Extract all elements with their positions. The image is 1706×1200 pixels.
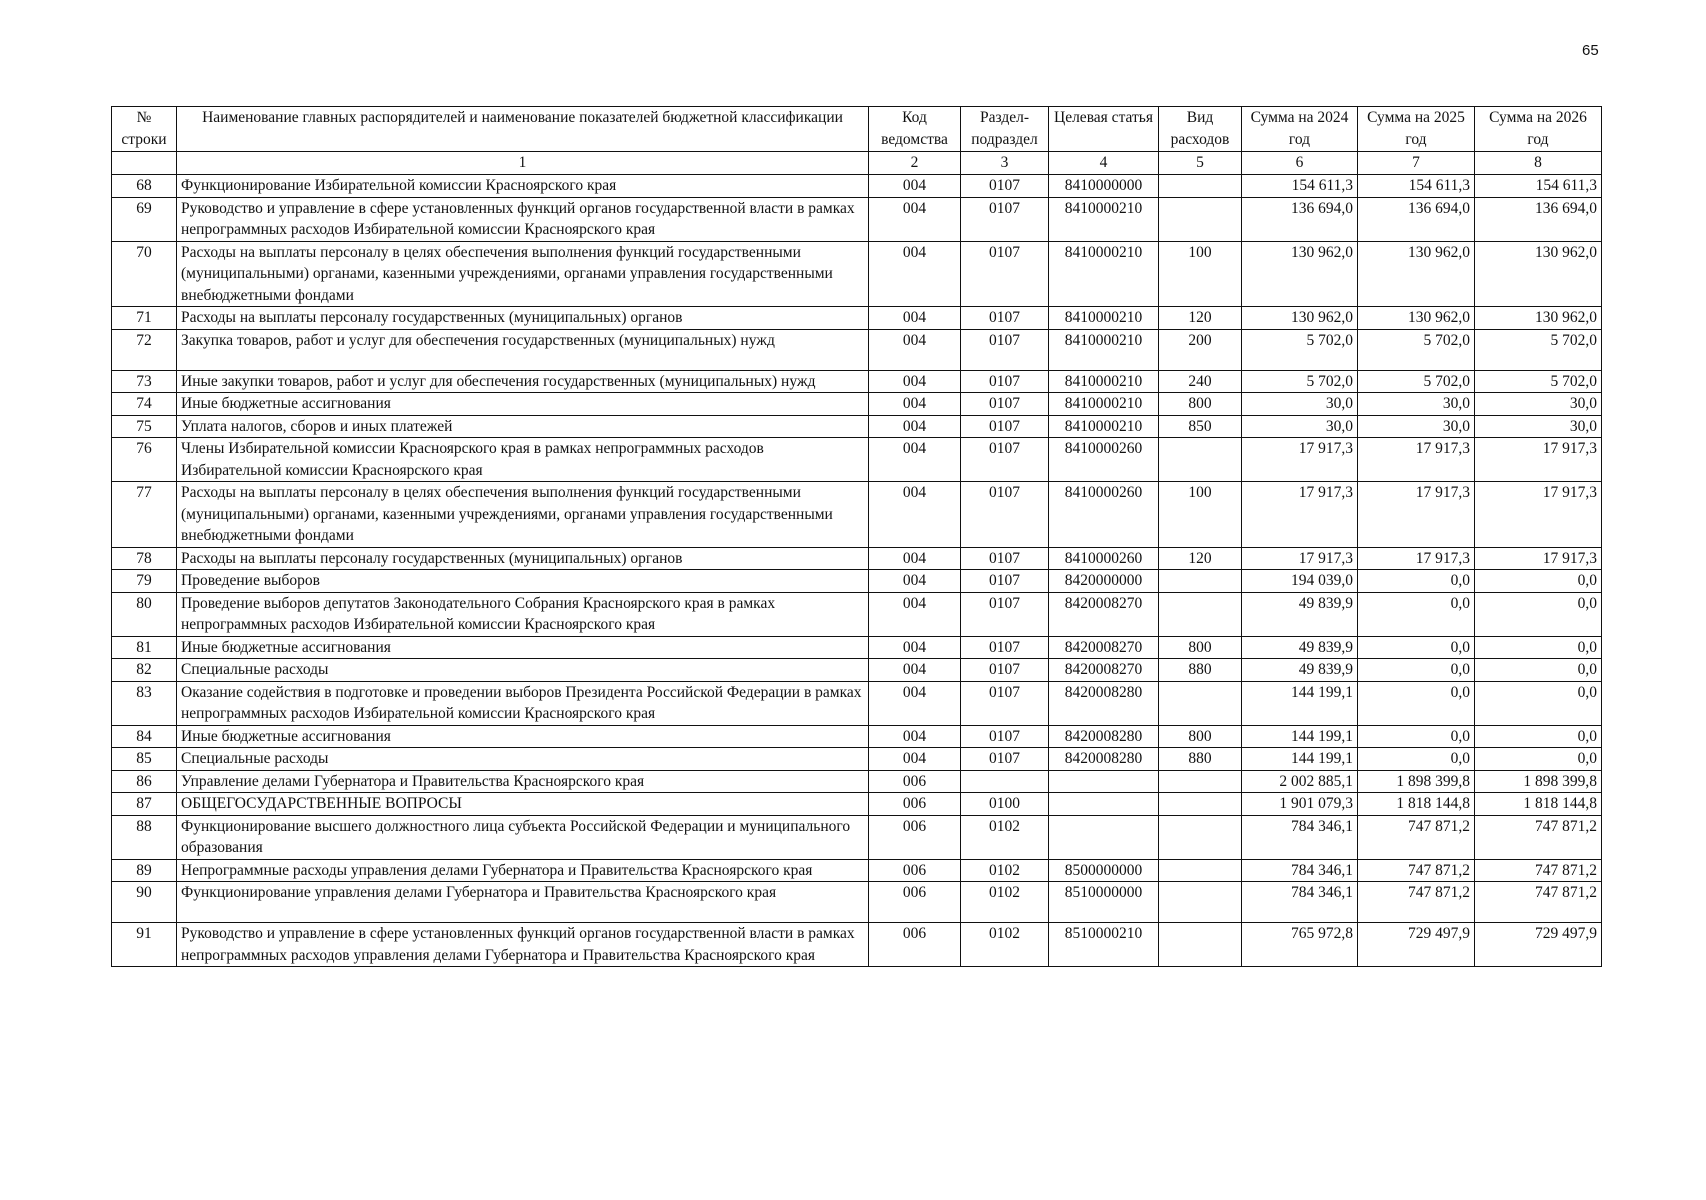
row-number: 83 [112, 681, 177, 725]
table-row [112, 241, 1602, 307]
row-name: Непрограммные расходы управления делами Губернатора и Правительства Красноярского края [177, 859, 869, 882]
row-sum-2025: 130 962,0 [1358, 241, 1475, 307]
row-sum-2024: 130 962,0 [1242, 307, 1358, 330]
row-name: Расходы на выплаты персоналу государственных (муниципальных) органов [177, 547, 869, 570]
row-sum-2026: 747 871,2 [1475, 859, 1602, 882]
row-sum-2024: 1 901 079,3 [1242, 793, 1358, 816]
row-number: 87 [112, 793, 177, 816]
column-index: 7 [1358, 152, 1475, 175]
row-sum-2024: 154 611,3 [1242, 175, 1358, 198]
row-sum-2025: 136 694,0 [1358, 197, 1475, 241]
table-row [112, 882, 1602, 923]
header-sum-2024: Сумма на 2024 год [1242, 107, 1358, 152]
row-expense-type: 880 [1159, 748, 1242, 771]
row-sum-2024: 49 839,9 [1242, 636, 1358, 659]
row-number: 85 [112, 748, 177, 771]
table-header-row [112, 107, 1602, 152]
row-expense-type: 120 [1159, 307, 1242, 330]
row-target-article [1049, 770, 1159, 793]
row-expense-type: 200 [1159, 329, 1242, 370]
row-target-article: 8410000210 [1049, 329, 1159, 370]
row-name: Проведение выборов [177, 570, 869, 593]
row-target-article: 8410000210 [1049, 393, 1159, 416]
row-sum-2026: 136 694,0 [1475, 197, 1602, 241]
row-name: Расходы на выплаты персоналу государственных (муниципальных) органов [177, 307, 869, 330]
row-section: 0102 [961, 859, 1049, 882]
budget-table [111, 106, 1602, 967]
row-sum-2025: 30,0 [1358, 415, 1475, 438]
row-section: 0107 [961, 175, 1049, 198]
table-row [112, 923, 1602, 967]
row-dept-code: 004 [869, 438, 961, 482]
header-section: Раздел-подраздел [961, 107, 1049, 152]
row-section: 0107 [961, 725, 1049, 748]
row-name: Иные закупки товаров, работ и услуг для обеспечения государственных (муниципальных) нужд [177, 370, 869, 393]
row-expense-type: 120 [1159, 547, 1242, 570]
row-number: 86 [112, 770, 177, 793]
row-target-article [1049, 793, 1159, 816]
row-sum-2024: 784 346,1 [1242, 882, 1358, 923]
row-expense-type [1159, 923, 1242, 967]
row-expense-type [1159, 882, 1242, 923]
row-expense-type: 800 [1159, 725, 1242, 748]
row-sum-2025: 0,0 [1358, 570, 1475, 593]
row-sum-2025: 729 497,9 [1358, 923, 1475, 967]
row-target-article: 8410000210 [1049, 307, 1159, 330]
row-sum-2026: 0,0 [1475, 659, 1602, 682]
row-sum-2025: 0,0 [1358, 659, 1475, 682]
row-section: 0107 [961, 329, 1049, 370]
header-dept: Код ведомства [869, 107, 961, 152]
row-expense-type [1159, 793, 1242, 816]
row-dept-code: 004 [869, 329, 961, 370]
row-sum-2024: 5 702,0 [1242, 370, 1358, 393]
row-sum-2025: 0,0 [1358, 636, 1475, 659]
row-sum-2026: 5 702,0 [1475, 370, 1602, 393]
row-sum-2025: 130 962,0 [1358, 307, 1475, 330]
row-section: 0107 [961, 393, 1049, 416]
row-sum-2025: 17 917,3 [1358, 547, 1475, 570]
column-index: 4 [1049, 152, 1159, 175]
row-expense-type: 880 [1159, 659, 1242, 682]
row-dept-code: 004 [869, 636, 961, 659]
row-number: 91 [112, 923, 177, 967]
row-dept-code: 004 [869, 570, 961, 593]
row-expense-type [1159, 197, 1242, 241]
row-sum-2026: 0,0 [1475, 725, 1602, 748]
row-sum-2026: 17 917,3 [1475, 482, 1602, 548]
row-sum-2026: 154 611,3 [1475, 175, 1602, 198]
row-expense-type: 240 [1159, 370, 1242, 393]
table-row [112, 859, 1602, 882]
row-section: 0102 [961, 815, 1049, 859]
row-name: Специальные расходы [177, 748, 869, 771]
row-section: 0107 [961, 659, 1049, 682]
row-sum-2025: 1 818 144,8 [1358, 793, 1475, 816]
row-sum-2024: 144 199,1 [1242, 725, 1358, 748]
row-sum-2024: 136 694,0 [1242, 197, 1358, 241]
row-expense-type [1159, 570, 1242, 593]
row-number: 69 [112, 197, 177, 241]
row-dept-code: 004 [869, 547, 961, 570]
row-number: 79 [112, 570, 177, 593]
row-name: Специальные расходы [177, 659, 869, 682]
row-sum-2024: 144 199,1 [1242, 748, 1358, 771]
row-sum-2026: 130 962,0 [1475, 241, 1602, 307]
table-row [112, 592, 1602, 636]
row-section: 0107 [961, 592, 1049, 636]
column-index-row [112, 152, 1602, 175]
row-dept-code: 004 [869, 370, 961, 393]
row-name: Иные бюджетные ассигнования [177, 636, 869, 659]
row-sum-2026: 747 871,2 [1475, 815, 1602, 859]
row-sum-2025: 5 702,0 [1358, 329, 1475, 370]
row-sum-2025: 747 871,2 [1358, 859, 1475, 882]
row-target-article: 8420008280 [1049, 725, 1159, 748]
row-sum-2025: 5 702,0 [1358, 370, 1475, 393]
row-target-article: 8410000210 [1049, 370, 1159, 393]
row-sum-2024: 30,0 [1242, 415, 1358, 438]
row-sum-2025: 17 917,3 [1358, 482, 1475, 548]
row-expense-type: 100 [1159, 482, 1242, 548]
row-sum-2026: 17 917,3 [1475, 438, 1602, 482]
row-sum-2026: 1 818 144,8 [1475, 793, 1602, 816]
row-target-article: 8420008270 [1049, 636, 1159, 659]
table-row [112, 415, 1602, 438]
row-sum-2025: 0,0 [1358, 592, 1475, 636]
row-name: Расходы на выплаты персоналу в целях обеспечения выполнения функций государственными (муниципальными) органами, казенными учреждениями, органами управления государственными внебюджетными фондами [177, 241, 869, 307]
row-sum-2024: 144 199,1 [1242, 681, 1358, 725]
table-row [112, 636, 1602, 659]
row-number: 80 [112, 592, 177, 636]
row-target-article: 8410000260 [1049, 438, 1159, 482]
row-name: Оказание содействия в подготовке и проведении выборов Президента Российской Федерации в рамках непрограммных расходов Избирательной комиссии Красноярского края [177, 681, 869, 725]
row-section: 0107 [961, 415, 1049, 438]
row-number: 70 [112, 241, 177, 307]
row-section: 0102 [961, 923, 1049, 967]
row-sum-2024: 17 917,3 [1242, 547, 1358, 570]
row-section: 0107 [961, 570, 1049, 593]
row-name: Иные бюджетные ассигнования [177, 725, 869, 748]
table-row [112, 438, 1602, 482]
row-number: 71 [112, 307, 177, 330]
row-expense-type: 800 [1159, 636, 1242, 659]
row-dept-code: 004 [869, 197, 961, 241]
column-index: 1 [177, 152, 869, 175]
row-sum-2025: 17 917,3 [1358, 438, 1475, 482]
row-dept-code: 004 [869, 681, 961, 725]
row-sum-2024: 194 039,0 [1242, 570, 1358, 593]
row-sum-2026: 729 497,9 [1475, 923, 1602, 967]
table-row [112, 570, 1602, 593]
row-name: Функционирование управления делами Губернатора и Правительства Красноярского края [177, 882, 869, 923]
row-expense-type [1159, 770, 1242, 793]
row-dept-code: 004 [869, 725, 961, 748]
row-dept-code: 006 [869, 793, 961, 816]
row-expense-type [1159, 175, 1242, 198]
row-section: 0100 [961, 793, 1049, 816]
row-expense-type [1159, 438, 1242, 482]
row-number: 77 [112, 482, 177, 548]
header-target: Целевая статья [1049, 107, 1159, 152]
row-number: 88 [112, 815, 177, 859]
row-number: 78 [112, 547, 177, 570]
row-sum-2026: 0,0 [1475, 570, 1602, 593]
row-section: 0107 [961, 681, 1049, 725]
row-dept-code: 004 [869, 482, 961, 548]
row-dept-code: 006 [869, 815, 961, 859]
row-sum-2024: 130 962,0 [1242, 241, 1358, 307]
row-sum-2024: 49 839,9 [1242, 659, 1358, 682]
row-dept-code: 004 [869, 659, 961, 682]
row-section: 0107 [961, 482, 1049, 548]
row-sum-2026: 0,0 [1475, 636, 1602, 659]
row-number: 89 [112, 859, 177, 882]
row-number: 76 [112, 438, 177, 482]
row-name: ОБЩЕГОСУДАРСТВЕННЫЕ ВОПРОСЫ [177, 793, 869, 816]
row-expense-type [1159, 859, 1242, 882]
table-row [112, 393, 1602, 416]
table-row [112, 681, 1602, 725]
row-target-article: 8410000210 [1049, 415, 1159, 438]
row-sum-2025: 1 898 399,8 [1358, 770, 1475, 793]
row-target-article: 8410000260 [1049, 482, 1159, 548]
row-number: 68 [112, 175, 177, 198]
row-section: 0107 [961, 547, 1049, 570]
row-expense-type [1159, 681, 1242, 725]
row-name: Функционирование Избирательной комиссии Красноярского края [177, 175, 869, 198]
row-name: Уплата налогов, сборов и иных платежей [177, 415, 869, 438]
row-number: 72 [112, 329, 177, 370]
row-dept-code: 004 [869, 175, 961, 198]
row-name: Управление делами Губернатора и Правительства Красноярского края [177, 770, 869, 793]
row-dept-code: 004 [869, 307, 961, 330]
row-section: 0102 [961, 882, 1049, 923]
row-expense-type: 100 [1159, 241, 1242, 307]
row-name: Расходы на выплаты персоналу в целях обеспечения выполнения функций государственными (муниципальными) органами, казенными учреждениями, органами управления государственными внебюджетными фондами [177, 482, 869, 548]
row-sum-2026: 17 917,3 [1475, 547, 1602, 570]
row-section: 0107 [961, 197, 1049, 241]
table-row [112, 725, 1602, 748]
row-expense-type [1159, 815, 1242, 859]
table-body [112, 175, 1602, 967]
row-sum-2024: 5 702,0 [1242, 329, 1358, 370]
header-exptype: Вид расходов [1159, 107, 1242, 152]
row-number: 73 [112, 370, 177, 393]
row-target-article: 8420008280 [1049, 681, 1159, 725]
table-row [112, 793, 1602, 816]
row-number: 75 [112, 415, 177, 438]
row-section [961, 770, 1049, 793]
page-number: 65 [1582, 42, 1599, 59]
row-number: 84 [112, 725, 177, 748]
column-index-blank [112, 152, 177, 175]
row-target-article: 8410000260 [1049, 547, 1159, 570]
row-target-article: 8420008270 [1049, 592, 1159, 636]
row-sum-2026: 30,0 [1475, 415, 1602, 438]
column-index: 8 [1475, 152, 1602, 175]
table-row [112, 329, 1602, 370]
row-section: 0107 [961, 748, 1049, 771]
row-sum-2025: 747 871,2 [1358, 815, 1475, 859]
row-section: 0107 [961, 636, 1049, 659]
row-target-article: 8500000000 [1049, 859, 1159, 882]
row-expense-type: 850 [1159, 415, 1242, 438]
table-row [112, 547, 1602, 570]
row-expense-type: 800 [1159, 393, 1242, 416]
row-sum-2025: 0,0 [1358, 681, 1475, 725]
row-expense-type [1159, 592, 1242, 636]
table-row [112, 815, 1602, 859]
row-number: 81 [112, 636, 177, 659]
row-sum-2024: 784 346,1 [1242, 815, 1358, 859]
row-name: Руководство и управление в сфере установленных функций органов государственной власти в рамках непрограммных расходов Избирательной комиссии Красноярского края [177, 197, 869, 241]
header-num: № строки [112, 107, 177, 152]
row-section: 0107 [961, 307, 1049, 330]
row-name: Функционирование высшего должностного лица субъекта Российской Федерации и муниципального образования [177, 815, 869, 859]
row-target-article: 8420008280 [1049, 748, 1159, 771]
header-name: Наименование главных распорядителей и наименование показателей бюджетной классификации [177, 107, 869, 152]
table-row [112, 748, 1602, 771]
row-target-article: 8510000210 [1049, 923, 1159, 967]
row-target-article: 8420000000 [1049, 570, 1159, 593]
row-sum-2025: 747 871,2 [1358, 882, 1475, 923]
row-sum-2026: 0,0 [1475, 681, 1602, 725]
row-section: 0107 [961, 370, 1049, 393]
table-row [112, 175, 1602, 198]
row-sum-2024: 49 839,9 [1242, 592, 1358, 636]
header-sum-2026: Сумма на 2026 год [1475, 107, 1602, 152]
column-index: 5 [1159, 152, 1242, 175]
row-sum-2024: 17 917,3 [1242, 438, 1358, 482]
row-target-article: 8420008270 [1049, 659, 1159, 682]
row-sum-2025: 30,0 [1358, 393, 1475, 416]
row-number: 82 [112, 659, 177, 682]
row-section: 0107 [961, 241, 1049, 307]
row-number: 90 [112, 882, 177, 923]
row-sum-2025: 0,0 [1358, 748, 1475, 771]
table-row [112, 307, 1602, 330]
table-row [112, 370, 1602, 393]
row-dept-code: 006 [869, 770, 961, 793]
row-sum-2025: 154 611,3 [1358, 175, 1475, 198]
row-dept-code: 004 [869, 415, 961, 438]
row-name: Иные бюджетные ассигнования [177, 393, 869, 416]
row-sum-2026: 30,0 [1475, 393, 1602, 416]
header-sum-2025: Сумма на 2025 год [1358, 107, 1475, 152]
row-sum-2024: 17 917,3 [1242, 482, 1358, 548]
table-row [112, 197, 1602, 241]
table-row [112, 770, 1602, 793]
row-name: Закупка товаров, работ и услуг для обеспечения государственных (муниципальных) нужд [177, 329, 869, 370]
row-number: 74 [112, 393, 177, 416]
row-sum-2026: 0,0 [1475, 592, 1602, 636]
row-dept-code: 004 [869, 393, 961, 416]
row-sum-2026: 5 702,0 [1475, 329, 1602, 370]
row-name: Члены Избирательной комиссии Красноярского края в рамках непрограммных расходов Избирательной комиссии Красноярского края [177, 438, 869, 482]
row-dept-code: 004 [869, 592, 961, 636]
row-sum-2024: 30,0 [1242, 393, 1358, 416]
row-sum-2025: 0,0 [1358, 725, 1475, 748]
row-sum-2024: 784 346,1 [1242, 859, 1358, 882]
row-sum-2026: 0,0 [1475, 748, 1602, 771]
row-sum-2026: 747 871,2 [1475, 882, 1602, 923]
row-dept-code: 004 [869, 748, 961, 771]
row-dept-code: 004 [869, 241, 961, 307]
row-name: Руководство и управление в сфере установленных функций органов государственной власти в рамках непрограммных расходов управления делами Губернатора и Правительства Красноярского края [177, 923, 869, 967]
row-section: 0107 [961, 438, 1049, 482]
row-sum-2024: 765 972,8 [1242, 923, 1358, 967]
row-target-article: 8410000210 [1049, 241, 1159, 307]
row-target-article [1049, 815, 1159, 859]
row-sum-2026: 1 898 399,8 [1475, 770, 1602, 793]
row-sum-2026: 130 962,0 [1475, 307, 1602, 330]
table-row [112, 659, 1602, 682]
row-name: Проведение выборов депутатов Законодательного Собрания Красноярского края в рамках непрограммных расходов Избирательной комиссии Красноярского края [177, 592, 869, 636]
row-dept-code: 006 [869, 882, 961, 923]
row-target-article: 8410000000 [1049, 175, 1159, 198]
row-target-article: 8410000210 [1049, 197, 1159, 241]
column-index: 3 [961, 152, 1049, 175]
column-index: 2 [869, 152, 961, 175]
column-index: 6 [1242, 152, 1358, 175]
row-dept-code: 006 [869, 859, 961, 882]
row-sum-2024: 2 002 885,1 [1242, 770, 1358, 793]
table-row [112, 482, 1602, 548]
row-dept-code: 006 [869, 923, 961, 967]
row-target-article: 8510000000 [1049, 882, 1159, 923]
